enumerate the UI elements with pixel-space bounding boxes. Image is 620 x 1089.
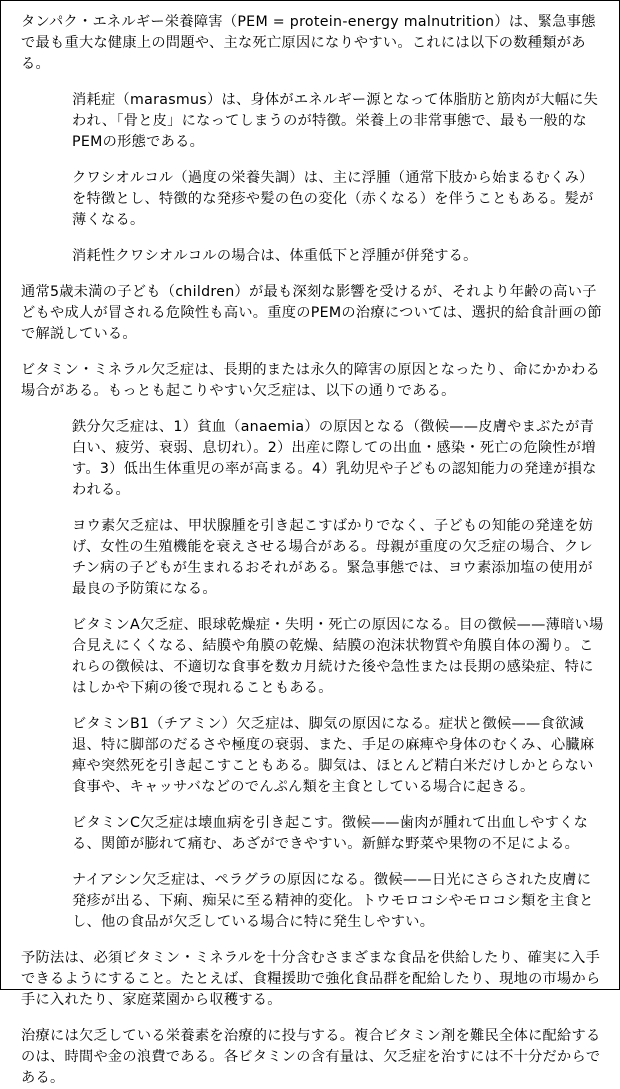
paragraph-prevention: 予防法は、必須ビタミン・ミネラルを十分含むさまざまな食品を供給したり、確実に入手できるようにすること。たとえば、食糧援助で強化食品群を配給したり、現地の市場から手に入れたり、家庭菜園から収穫する。 <box>21 950 601 1008</box>
paragraph-marasmic-kwashiorkor: 消耗性クワシオルコルの場合は、体重低下と浮腫が併発する。 <box>72 248 478 264</box>
paragraph-iron-deficiency: 鉄分欠乏症は、1）貧血（anaemia）の原因となる（徴候——皮膚やまぶたが青白い、疲労、衰弱、息切れ）。2）出産に際しての出血・感染・死亡の危険性が増す。3）低出生体重児の率が高まる。4）乳幼児や子どもの認知能力の発達が損なわれる。 <box>72 419 597 498</box>
paragraph-micronutrient-intro: ビタミン・ミネラル欠乏症は、長期的または永久的障害の原因となったり、命にかかわる場合がある。もっとも起こりやすい欠乏症は、以下の通りである。 <box>21 362 601 399</box>
document-body <box>21 12 605 1089</box>
paragraph-children: 通常5歳未満の子ども（children）が最も深刻な影響を受けるが、それより年齢の高い子どもや成人が冒される危険性も高い。重度のPEMの治療については、選択的給食計画の節で解説している。 <box>21 284 602 342</box>
paragraph-marasmus: 消耗症（marasmus）は、身体がエネルギー源となって体脂肪と筋肉が大幅に失われ、「骨と皮」になってしまうのが特徴。栄養上の非常事態で、最も一般的なPEMの形態である。 <box>72 92 599 150</box>
paragraph-treatment: 治療には欠乏している栄養素を治療的に投与する。複合ビタミン剤を難民全体に配給するのは、時間や金の浪費である。各ビタミンの含有量は、欠乏症を治すには不十分だからである。 <box>21 1028 601 1086</box>
paragraph-iodine-deficiency: ヨウ素欠乏症は、甲状腺腫を引き起こすばかりでなく、子どもの知能の発達を妨げ、女性の生殖機能を衰えさせる場合がある。母親が重度の欠乏症の場合、クレチン病の子どもが生まれるおそれがある。緊急事態では、ヨウ素添加塩の使用が最良の予防策になる。 <box>72 518 594 597</box>
paragraph-vitamin-c-deficiency: ビタミンC欠乏症は壊血病を引き起こす。徴候——歯肉が腫れて出血しやすくなる、関節が膨れて痛む、あざができやすい。新鮮な野菜や果物の不足による。 <box>72 815 589 852</box>
paragraph-niacin-deficiency: ナイアシン欠乏症は、ペラグラの原因になる。徴候——日光にさらされた皮膚に発疹が出る、下痢、痴呆に至る精神的変化。トウモロコシやモロコシ類を主食とし、他の食品が欠乏している場合に特に発生しやすい。 <box>72 872 594 930</box>
paragraph-pem-intro: タンパク・エネルギー栄養障害（PEM = protein-energy malnutrition）は、緊急事態で最も重大な健康上の問題や、主な死亡原因になりやすい。これには以下の数種類がある。 <box>21 14 596 72</box>
paragraph-kwashiorkor: クワシオルコル（過度の栄養失調）は、主に浮腫（通常下肢から始まるむくみ）を特徴とし、特徴的な発疹や髪の色の変化（赤くなる）を伴うこともある。髪が薄くなる。 <box>72 170 594 228</box>
paragraph-vitamin-b1-deficiency: ビタミンB1（チアミン）欠乏症は、脚気の原因になる。症状と徴候——食欲減退、特に脚部のだるさや極度の衰弱、また、手足の麻痺や身体のむくみ、心臓麻痺や突然死を引き起こすこともある。脚気は、ほとんど精白米だけしかとらない食事や、キャッサバなどのでんぷん類を主食としている場合に起きる。 <box>72 716 595 795</box>
paragraph-vitamin-a-deficiency: ビタミンA欠乏症、眼球乾燥症・失明・死亡の原因になる。目の徴候——薄暗い場合見えにくくなる、結膜や角膜の乾燥、結膜の泡沫状物質や角膜自体の濁り。これらの徴候は、不適切な食事を数カ月続けた後や急性または長期の感染症、特にはしかや下痢の後で現れることもある。 <box>72 617 604 696</box>
